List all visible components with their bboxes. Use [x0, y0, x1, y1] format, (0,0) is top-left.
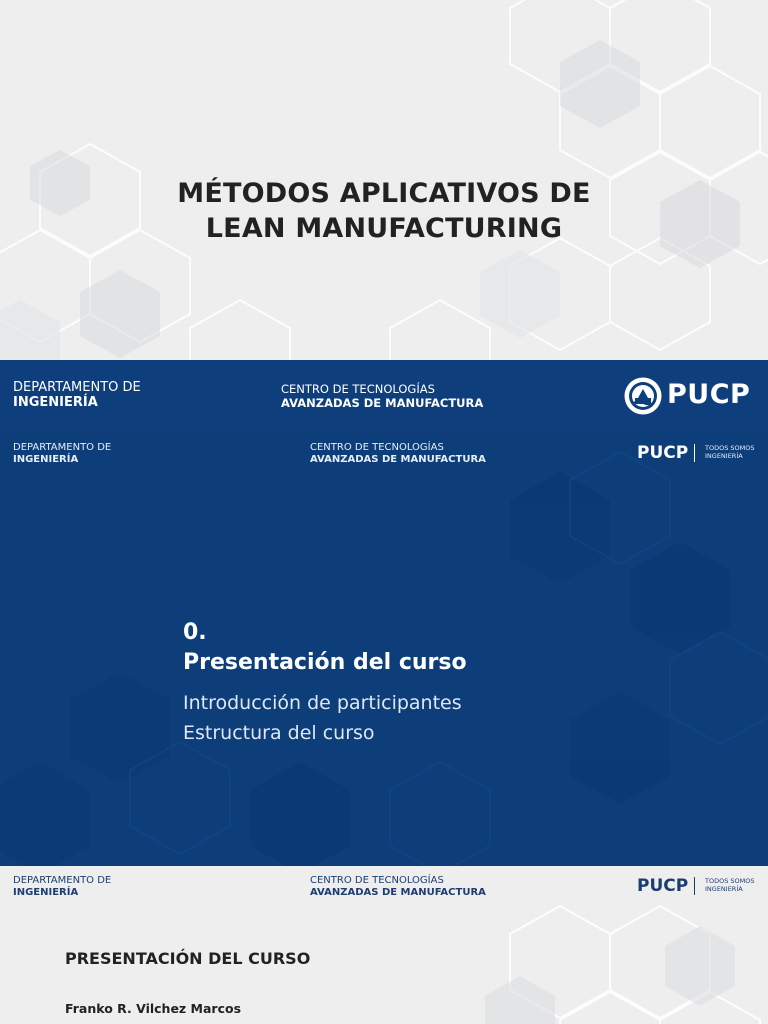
center-label — [281, 382, 483, 410]
cover-title — [0, 176, 768, 246]
department-line-1: DEPARTAMENTO DE — [13, 875, 112, 886]
pucp-logo-text: PUCP — [667, 379, 751, 410]
logo-divider — [694, 877, 695, 895]
cover-slide — [0, 0, 768, 360]
department-line-2: INGENIERÍA — [13, 454, 79, 465]
pucp-seal-icon — [623, 376, 663, 416]
department-line-2: INGENIERÍA — [13, 887, 79, 898]
slide-heading: PRESENTACIÓN DEL CURSO — [65, 949, 311, 968]
center-line-2: AVANZADAS DE MANUFACTURA — [281, 396, 484, 410]
pucp-tagline — [705, 444, 755, 460]
pucp-logo-text: PUCP — [637, 443, 689, 463]
cover-title-line-1: MÉTODOS APLICATIVOS DE — [177, 178, 591, 209]
center-line-1: CENTRO DE TECNOLOGÍAS — [310, 442, 444, 453]
tagline-line-2: INGENIERÍA — [705, 452, 743, 460]
department-line-1: DEPARTAMENTO DE — [13, 442, 112, 453]
tagline-line-2: INGENIERÍA — [705, 885, 743, 893]
section-number: 0. — [183, 620, 207, 645]
department-label — [13, 380, 141, 410]
department-line-2: INGENIERÍA — [13, 395, 98, 410]
hexagon-pattern-background-dark — [0, 432, 768, 866]
center-line-2: AVANZADAS DE MANUFACTURA — [310, 453, 486, 465]
tagline-line-1: TODOS SOMOS — [705, 444, 755, 452]
section-item: Estructura del curso — [183, 722, 375, 744]
slide-header-center — [310, 875, 486, 898]
logo-divider — [694, 444, 695, 462]
department-line-1: DEPARTAMENTO DE — [13, 380, 141, 395]
slide-header-department — [13, 875, 111, 899]
center-line-1: CENTRO DE TECNOLOGÍAS — [310, 875, 444, 886]
center-line-2: AVANZADAS DE MANUFACTURA — [310, 886, 486, 898]
pucp-logo-text: PUCP — [637, 876, 689, 896]
cover-footer-bar — [0, 360, 768, 432]
section-slide — [0, 432, 768, 866]
section-header-center — [310, 442, 486, 465]
course-presentation-slide — [0, 866, 768, 1024]
section-title: Presentación del curso — [183, 650, 467, 675]
center-line-1: CENTRO DE TECNOLOGÍAS — [281, 382, 435, 396]
section-header-department — [13, 442, 111, 466]
section-item: Introducción de participantes — [183, 692, 462, 714]
author-name: Franko R. Vilchez Marcos — [65, 1001, 242, 1016]
pucp-tagline — [705, 877, 755, 893]
cover-title-line-2: LEAN MANUFACTURING — [205, 213, 563, 244]
tagline-line-1: TODOS SOMOS — [705, 877, 755, 885]
